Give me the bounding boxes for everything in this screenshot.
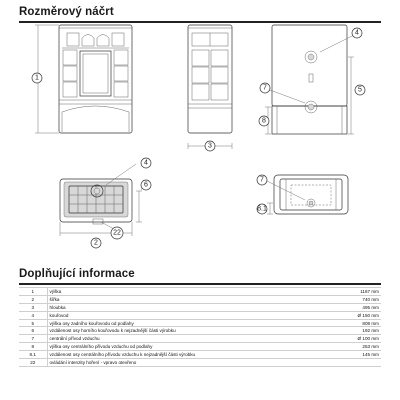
row-number: 8	[19, 343, 47, 351]
row-value: Ø 150 mm	[321, 311, 381, 319]
callout-6	[141, 180, 151, 190]
svg-text:3: 3	[208, 142, 212, 150]
front-view	[35, 25, 132, 133]
row-number: 7	[19, 335, 47, 343]
row-number: 8.1	[19, 351, 47, 359]
row-number: 5	[19, 319, 47, 327]
callout-4-top	[141, 158, 151, 168]
svg-text:1: 1	[35, 74, 39, 82]
row-number: 2	[19, 295, 47, 303]
table-row	[19, 335, 381, 343]
callout-5	[355, 85, 365, 95]
row-label: výška osy centrálního přívodu vzduchu od podlahy	[47, 343, 321, 351]
row-label: výška	[47, 288, 321, 296]
side-view	[188, 25, 232, 149]
row-number: 22	[19, 359, 47, 367]
bottom-view	[267, 175, 348, 214]
row-value: Ø 100 mm	[321, 335, 381, 343]
row-value: 192 mm	[321, 327, 381, 335]
table-row	[19, 319, 381, 327]
row-number: 3	[19, 303, 47, 311]
info-title-underline	[19, 283, 381, 285]
callout-7-rear	[260, 83, 270, 93]
row-number: 6	[19, 327, 47, 335]
row-value	[321, 359, 381, 367]
row-label: hloubka	[47, 303, 321, 311]
row-value: 1167 mm	[321, 288, 381, 296]
table-row	[19, 359, 381, 367]
svg-text:2: 2	[94, 239, 98, 247]
callout-4-rear	[352, 28, 362, 38]
info-section-title: Doplňující informace	[19, 268, 135, 280]
callout-3	[205, 141, 215, 151]
svg-text:22: 22	[113, 229, 121, 237]
drawing-section-title: Rozměrový náčrt	[19, 6, 114, 18]
table-row	[19, 343, 381, 351]
row-value: 145 mm	[321, 351, 381, 359]
table-row	[19, 303, 381, 311]
callout-8	[259, 116, 269, 126]
svg-text:8.1: 8.1	[257, 205, 267, 213]
row-number: 4	[19, 311, 47, 319]
svg-text:7: 7	[263, 84, 267, 92]
svg-text:7: 7	[260, 176, 264, 184]
table-row	[19, 327, 381, 335]
svg-text:4: 4	[144, 159, 148, 167]
spec-table	[19, 287, 381, 367]
row-label: kouřovod	[47, 311, 321, 319]
row-label: vzdálenost osy horního kouřovodu k nejzadnější části výrobku	[47, 327, 321, 335]
callout-8-1	[257, 204, 267, 214]
callout-22	[111, 227, 123, 239]
row-value: 808 mm	[321, 319, 381, 327]
table-row	[19, 288, 381, 296]
table-row	[19, 295, 381, 303]
row-label: vzdálenost osy centrálního přívodu vzduchu k nejzadnější části výrobku	[47, 351, 321, 359]
top-view	[60, 179, 142, 236]
row-label: šířka	[47, 295, 321, 303]
row-value: 495 mm	[321, 303, 381, 311]
svg-text:6: 6	[144, 181, 148, 189]
svg-text:8: 8	[262, 117, 266, 125]
callout-7-bottom	[257, 175, 267, 185]
svg-text:5: 5	[358, 86, 362, 94]
rear-view	[265, 25, 354, 134]
svg-text:4: 4	[355, 29, 359, 37]
row-value: 253 mm	[321, 343, 381, 351]
row-label: výška osy zadního kouřovodu od podlahy	[47, 319, 321, 327]
callout-2	[91, 238, 101, 248]
row-value: 740 mm	[321, 295, 381, 303]
row-label: centrální přívod vzduchu	[47, 335, 321, 343]
table-row	[19, 311, 381, 319]
row-number: 1	[19, 288, 47, 296]
row-label: ovládání intenzity hoření - vpravo otevřeno	[47, 359, 321, 367]
table-row	[19, 351, 381, 359]
callout-1	[32, 73, 42, 83]
